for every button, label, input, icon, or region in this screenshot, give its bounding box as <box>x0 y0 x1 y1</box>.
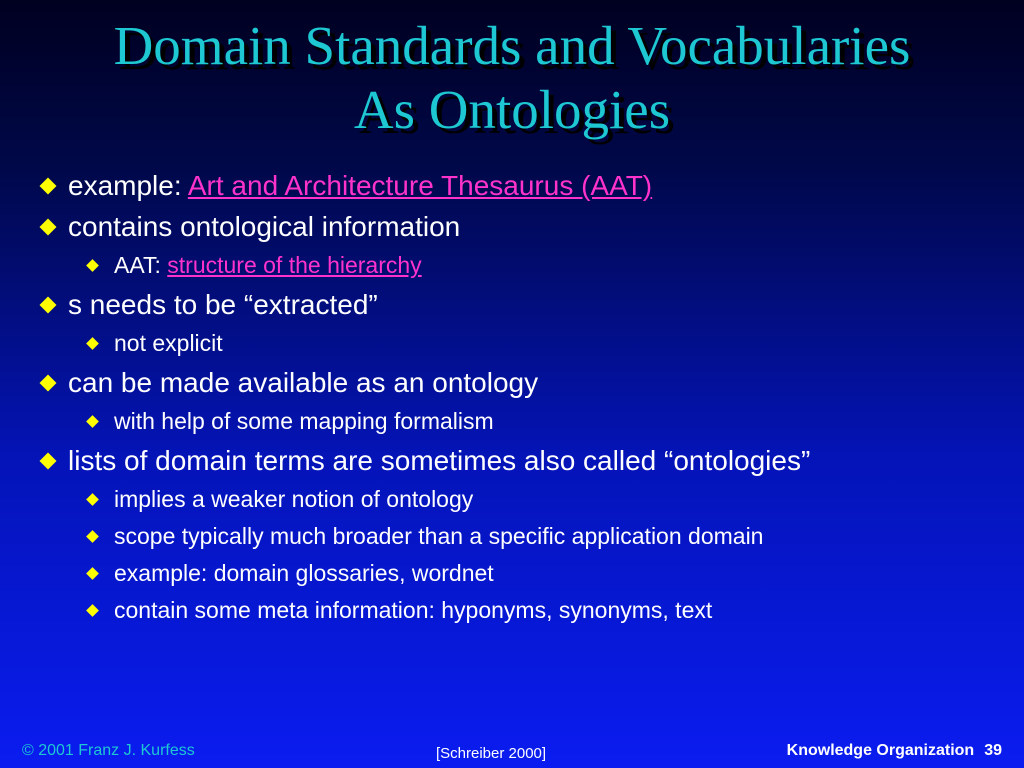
slide-title-line-1: Domain Standards and Vocabularies <box>113 15 911 76</box>
footer-citation: [Schreiber 2000] <box>436 745 547 762</box>
bullet-prefix: example: <box>68 170 188 201</box>
bullet-needs-extraction <box>38 284 1008 325</box>
footer-course-title: Knowledge Organization <box>786 742 975 759</box>
bullet-text: contain some meta information: hyponyms, synonyms, text <box>114 597 713 623</box>
diamond-bullet-icon <box>40 375 57 392</box>
aat-link[interactable]: Art and Architecture Thesaurus (AAT) <box>187 170 653 201</box>
subbullet-weaker-notion <box>38 481 1008 518</box>
bullet-text: scope typically much broader than a specific application domain <box>114 523 764 549</box>
footer-page-number: 39 <box>984 742 1002 759</box>
diamond-bullet-icon <box>86 530 99 543</box>
diamond-bullet-icon <box>86 493 99 506</box>
diamond-bullet-icon <box>86 259 99 272</box>
hierarchy-structure-link[interactable]: structure of the hierarchy <box>167 252 422 278</box>
bullet-text: can be made available as an ontology <box>68 367 539 398</box>
diamond-bullet-icon <box>86 567 99 580</box>
bullet-list <box>38 165 1008 629</box>
subbullet-meta-information <box>38 592 1008 629</box>
bullet-prefix: AAT: <box>114 252 168 278</box>
bullet-text: not explicit <box>114 330 223 356</box>
bullet-text: contains ontological information <box>68 211 461 242</box>
bullet-text: implies a weaker notion of ontology <box>114 486 474 512</box>
diamond-bullet-icon <box>40 219 57 236</box>
diamond-bullet-icon <box>40 178 57 195</box>
bullet-text: with help of some mapping formalism <box>114 408 494 434</box>
footer-course-page <box>787 741 1002 761</box>
bullet-lists-of-terms <box>38 440 1008 481</box>
subbullet-mapping-formalism <box>38 403 1008 440</box>
diamond-bullet-icon <box>40 453 57 470</box>
subbullet-not-explicit <box>38 325 1008 362</box>
bullet-contains-ontological-info <box>38 206 1008 247</box>
slide-title-line-2: As Ontologies <box>353 79 671 140</box>
diamond-bullet-icon <box>86 415 99 428</box>
bullet-available-as-ontology <box>38 362 1008 403</box>
subbullet-broader-scope <box>38 518 1008 555</box>
subbullet-aat-structure <box>38 247 1008 284</box>
footer-copyright: © 2001 Franz J. Kurfess <box>22 742 195 759</box>
bullet-example-aat <box>38 165 1008 206</box>
diamond-bullet-icon <box>86 337 99 350</box>
slide-title <box>0 14 1024 142</box>
diamond-bullet-icon <box>40 297 57 314</box>
bullet-text: s needs to be “extracted” <box>68 289 378 320</box>
diamond-bullet-icon <box>86 604 99 617</box>
bullet-text: lists of domain terms are sometimes also called “ontologies” <box>68 445 811 476</box>
subbullet-glossaries-wordnet <box>38 555 1008 592</box>
bullet-text: example: domain glossaries, wordnet <box>114 560 494 586</box>
